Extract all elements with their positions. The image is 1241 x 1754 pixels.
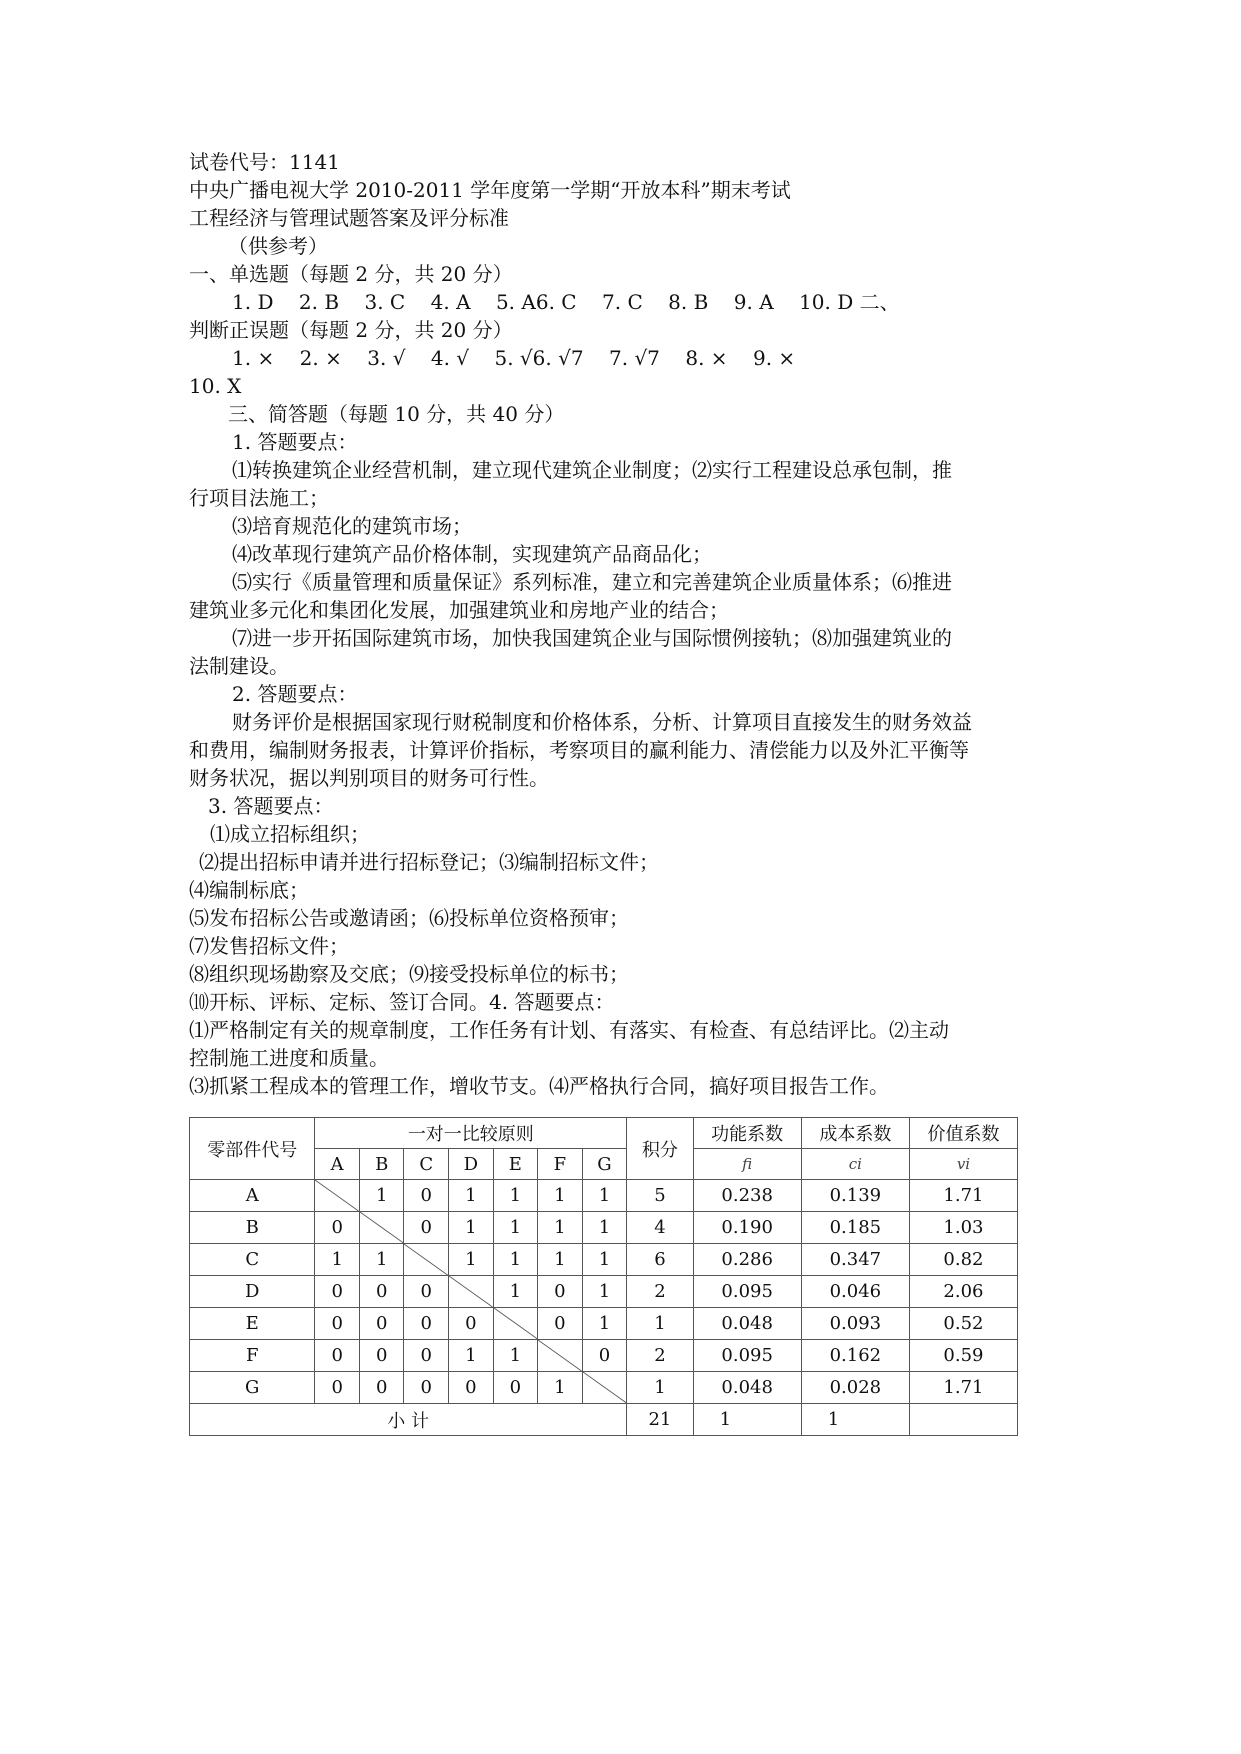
function-coef-cell: 0.095	[693, 1276, 801, 1308]
diagonal-cell	[315, 1180, 360, 1212]
cost-coef-cell: 0.139	[801, 1180, 909, 1212]
compare-cell: 1	[359, 1180, 404, 1212]
compare-cell: 1	[449, 1212, 494, 1244]
subtotal-row	[190, 1404, 1018, 1436]
subtotal-function: 1	[693, 1404, 801, 1436]
q1-point: 建筑业多元化和集团化发展，加强建筑业和房地产业的结合；	[189, 598, 729, 622]
function-coef-cell: 0.048	[693, 1372, 801, 1404]
q3-point: ⑴成立招标组织；	[210, 822, 370, 846]
q2-text: 财务评价是根据国家现行财税制度和价格体系，分析、计算项目直接发生的财务效益	[232, 710, 972, 734]
subtotal-label: 小 计	[190, 1404, 627, 1436]
compare-cell: 0	[538, 1276, 583, 1308]
cost-coef-cell: 0.028	[801, 1372, 909, 1404]
diagonal-slash-icon	[583, 1372, 627, 1403]
compare-col-header: A	[315, 1149, 360, 1180]
compare-cell: 0	[359, 1276, 404, 1308]
score-cell: 4	[627, 1212, 693, 1244]
diagonal-cell	[404, 1244, 449, 1276]
diagonal-cell	[359, 1212, 404, 1244]
score-header: 积分	[627, 1118, 693, 1180]
section2-title: 判断正误题（每题 2 分，共 20 分）	[189, 318, 513, 342]
q1-point: ⑸实行《质量管理和质量保证》系列标准，建立和完善建筑企业质量体系；⑹推进	[232, 570, 952, 594]
value-coef-cell: 0.52	[909, 1308, 1017, 1340]
function-coef-cell: 0.095	[693, 1340, 801, 1372]
table-row	[190, 1308, 1018, 1340]
compare-cell: 0	[359, 1340, 404, 1372]
compare-cell: 0	[404, 1276, 449, 1308]
compare-cell: 1	[493, 1340, 538, 1372]
score-cell: 2	[627, 1276, 693, 1308]
subtotal-cost: 1	[801, 1404, 909, 1436]
diagonal-cell	[582, 1372, 627, 1404]
q3-point: ⑸发布招标公告或邀请函；⑹投标单位资格预审；	[189, 906, 629, 930]
cost-coef-cell: 0.347	[801, 1244, 909, 1276]
function-coef-cell: 0.286	[693, 1244, 801, 1276]
q4-point: 控制施工进度和质量。	[189, 1046, 389, 1070]
score-cell: 1	[627, 1308, 693, 1340]
function-coef-cell: 0.238	[693, 1180, 801, 1212]
section3-title: 三、简答题（每题 10 分，共 40 分）	[228, 402, 565, 426]
cost-coef-header: 成本系数	[801, 1118, 909, 1149]
compare-col-header: C	[404, 1149, 449, 1180]
compare-cell: 1	[449, 1244, 494, 1276]
q3-point: ⑵提出招标申请并进行招标登记；⑶编制招标文件；	[199, 850, 659, 874]
q3-point: ⑽开标、评标、定标、签订合同。4. 答题要点：	[189, 990, 615, 1014]
compare-cell: 1	[582, 1180, 627, 1212]
subtotal-value	[909, 1404, 1017, 1436]
table-row	[190, 1180, 1018, 1212]
cost-coef-cell: 0.093	[801, 1308, 909, 1340]
q1-point: ⑴转换建筑企业经营机制，建立现代建筑企业制度；⑵实行工程建设总承包制，推	[232, 458, 952, 482]
compare-cell: 0	[404, 1340, 449, 1372]
value-coef-cell: 0.82	[909, 1244, 1017, 1276]
score-cell: 5	[627, 1180, 693, 1212]
part-code-header: 零部件代号	[190, 1118, 315, 1180]
table-body	[190, 1180, 1018, 1404]
paper-code: 试卷代号：1141	[189, 150, 340, 174]
function-coef-header: 功能系数	[693, 1118, 801, 1149]
compare-cell: 1	[315, 1244, 360, 1276]
q2-text: 财务状况，据以判别项目的财务可行性。	[189, 766, 549, 790]
cost-coef-cell: 0.046	[801, 1276, 909, 1308]
subject-line: 工程经济与管理试题答案及评分标准	[189, 206, 509, 230]
compare-cell: 1	[493, 1212, 538, 1244]
diagonal-slash-icon	[538, 1340, 582, 1371]
section2-answers-line2: 10. X	[189, 374, 242, 398]
compare-col-header: D	[449, 1149, 494, 1180]
compare-cell: 0	[449, 1372, 494, 1404]
subtotal-score: 21	[627, 1404, 693, 1436]
compare-col-header: E	[493, 1149, 538, 1180]
compare-cell: 0	[582, 1340, 627, 1372]
compare-cell: 1	[538, 1372, 583, 1404]
diagonal-slash-icon	[360, 1212, 404, 1243]
diagonal-slash-icon	[315, 1180, 359, 1211]
compare-cell: 0	[404, 1212, 449, 1244]
compare-cell: 0	[449, 1308, 494, 1340]
compare-cell: 0	[538, 1308, 583, 1340]
table-row	[190, 1212, 1018, 1244]
reference-note: （供参考）	[228, 234, 328, 258]
compare-cell: 0	[315, 1308, 360, 1340]
table-row	[190, 1244, 1018, 1276]
cost-coef-cell: 0.185	[801, 1212, 909, 1244]
part-code-cell: A	[190, 1180, 315, 1212]
q3-point: ⑷编制标底；	[189, 878, 309, 902]
score-cell: 6	[627, 1244, 693, 1276]
compare-cell: 1	[582, 1244, 627, 1276]
cost-coef-symbol: ci	[801, 1149, 909, 1180]
part-code-cell: F	[190, 1340, 315, 1372]
value-coef-cell: 0.59	[909, 1340, 1017, 1372]
compare-cell: 1	[359, 1244, 404, 1276]
function-coef-symbol: fi	[693, 1149, 801, 1180]
section1-title: 一、单选题（每题 2 分，共 20 分）	[189, 262, 513, 286]
part-code-cell: C	[190, 1244, 315, 1276]
function-coef-cell: 0.048	[693, 1308, 801, 1340]
compare-cell: 0	[315, 1276, 360, 1308]
compare-cell: 0	[404, 1372, 449, 1404]
university-line: 中央广播电视大学 2010-2011 学年度第一学期“开放本科”期末考试	[189, 178, 791, 202]
compare-cell: 1	[582, 1276, 627, 1308]
score-cell: 1	[627, 1372, 693, 1404]
value-analysis-table	[189, 1117, 1018, 1436]
compare-cell: 1	[582, 1308, 627, 1340]
compare-cell: 1	[582, 1212, 627, 1244]
q2-text: 和费用，编制财务报表，计算评价指标，考察项目的赢利能力、清偿能力以及外汇平衡等	[189, 738, 969, 762]
part-code-cell: G	[190, 1372, 315, 1404]
value-coef-cell: 1.71	[909, 1372, 1017, 1404]
value-coef-cell: 2.06	[909, 1276, 1017, 1308]
value-coef-cell: 1.03	[909, 1212, 1017, 1244]
compare-cell: 0	[359, 1372, 404, 1404]
value-coef-symbol: vi	[909, 1149, 1017, 1180]
q3-point: ⑺发售招标文件；	[189, 934, 349, 958]
compare-cell: 1	[449, 1180, 494, 1212]
diagonal-slash-icon	[449, 1276, 493, 1307]
table-row	[190, 1340, 1018, 1372]
q1-point: ⑶培育规范化的建筑市场；	[232, 514, 472, 538]
compare-col-header: B	[359, 1149, 404, 1180]
compare-cell: 1	[493, 1180, 538, 1212]
q1-point: 法制建设。	[189, 654, 289, 678]
compare-cell: 1	[493, 1276, 538, 1308]
section2-answers: 1. × 2. × 3. √ 4. √ 5. √6. √7 7. √7 8. × 9. ×	[232, 346, 796, 370]
diagonal-cell	[493, 1308, 538, 1340]
diagonal-slash-icon	[494, 1308, 538, 1339]
compare-cell: 0	[493, 1372, 538, 1404]
part-code-cell: B	[190, 1212, 315, 1244]
q1-heading: 1. 答题要点：	[232, 430, 358, 454]
cost-coef-cell: 0.162	[801, 1340, 909, 1372]
value-coef-header: 价值系数	[909, 1118, 1017, 1149]
part-code-cell: E	[190, 1308, 315, 1340]
pairwise-compare-header: 一对一比较原则	[315, 1118, 627, 1149]
diagonal-cell	[538, 1340, 583, 1372]
compare-cell: 0	[404, 1180, 449, 1212]
q1-point: ⑷改革现行建筑产品价格体制，实现建筑产品商品化；	[232, 542, 712, 566]
compare-col-header: G	[582, 1149, 627, 1180]
q1-point: ⑺进一步开拓国际建筑市场，加快我国建筑企业与国际惯例接轨；⑻加强建筑业的	[232, 626, 952, 650]
compare-cell: 1	[449, 1340, 494, 1372]
compare-col-header: F	[538, 1149, 583, 1180]
q3-point: ⑻组织现场勘察及交底；⑼接受投标单位的标书；	[189, 962, 629, 986]
part-code-cell: D	[190, 1276, 315, 1308]
table-row	[190, 1276, 1018, 1308]
q3-heading: 3. 答题要点：	[208, 794, 334, 818]
compare-cell: 1	[538, 1244, 583, 1276]
table-row	[190, 1372, 1018, 1404]
compare-cell: 0	[315, 1340, 360, 1372]
q4-point: ⑶抓紧工程成本的管理工作，增收节支。⑷严格执行合同，搞好项目报告工作。	[189, 1074, 889, 1098]
compare-cell: 0	[315, 1212, 360, 1244]
q4-point: ⑴严格制定有关的规章制度，工作任务有计划、有落实、有检查、有总结评比。⑵主动	[189, 1018, 949, 1042]
value-coef-cell: 1.71	[909, 1180, 1017, 1212]
function-coef-cell: 0.190	[693, 1212, 801, 1244]
diagonal-slash-icon	[404, 1244, 448, 1275]
section1-answers: 1. D 2. B 3. C 4. A 5. A6. C 7. C 8. B 9. A 10. D 二、	[232, 290, 900, 314]
compare-cell: 0	[404, 1308, 449, 1340]
compare-cell: 1	[538, 1180, 583, 1212]
compare-cell: 1	[493, 1244, 538, 1276]
diagonal-cell	[449, 1276, 494, 1308]
compare-cell: 1	[538, 1212, 583, 1244]
q2-heading: 2. 答题要点：	[232, 682, 358, 706]
q1-point: 行项目法施工；	[189, 486, 329, 510]
compare-cell: 0	[315, 1372, 360, 1404]
score-cell: 2	[627, 1340, 693, 1372]
compare-cell: 0	[359, 1308, 404, 1340]
